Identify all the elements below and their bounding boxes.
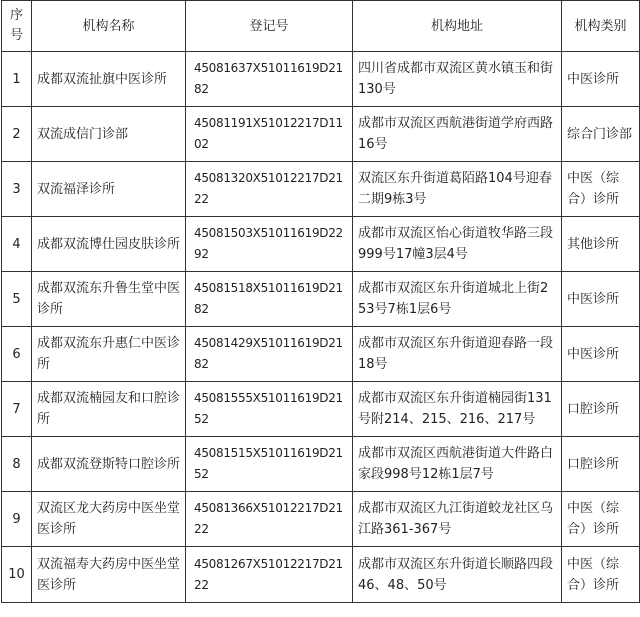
table-row bbox=[2, 327, 640, 382]
cell-seq: 10 bbox=[2, 547, 32, 603]
table-row bbox=[2, 162, 640, 217]
header-reg: 登记号 bbox=[186, 1, 353, 52]
cell-addr: 成都市双流区西航港街道学府西路16号 bbox=[353, 107, 562, 162]
cell-seq: 1 bbox=[2, 52, 32, 107]
table-row bbox=[2, 382, 640, 437]
clinic-registry-table bbox=[1, 0, 640, 603]
cell-addr: 四川省成都市双流区黄水镇玉和街130号 bbox=[353, 52, 562, 107]
cell-seq: 6 bbox=[2, 327, 32, 382]
cell-type: 口腔诊所 bbox=[562, 382, 640, 437]
cell-addr: 成都市双流区怡心街道牧华路三段999号17幢3层4号 bbox=[353, 217, 562, 272]
cell-type: 中医（综合）诊所 bbox=[562, 492, 640, 547]
cell-addr: 成都市双流区东升街道长顺路四段46、48、50号 bbox=[353, 547, 562, 603]
table-row bbox=[2, 492, 640, 547]
cell-type: 中医诊所 bbox=[562, 52, 640, 107]
cell-seq: 9 bbox=[2, 492, 32, 547]
cell-reg: 45081320X51012217D2122 bbox=[186, 162, 353, 217]
cell-reg: 45081503X51011619D2292 bbox=[186, 217, 353, 272]
cell-type: 中医诊所 bbox=[562, 272, 640, 327]
cell-name: 成都双流东升惠仁中医诊所 bbox=[32, 327, 186, 382]
header-type: 机构类别 bbox=[562, 1, 640, 52]
cell-name: 双流福寿大药房中医坐堂医诊所 bbox=[32, 547, 186, 603]
cell-seq: 2 bbox=[2, 107, 32, 162]
table-row bbox=[2, 217, 640, 272]
table-row bbox=[2, 272, 640, 327]
header-addr: 机构地址 bbox=[353, 1, 562, 52]
cell-name: 双流成信门诊部 bbox=[32, 107, 186, 162]
cell-reg: 45081515X51011619D2152 bbox=[186, 437, 353, 492]
cell-reg: 45081191X51012217D1102 bbox=[186, 107, 353, 162]
cell-seq: 8 bbox=[2, 437, 32, 492]
cell-name: 成都双流博仕园皮肤诊所 bbox=[32, 217, 186, 272]
cell-type: 综合门诊部 bbox=[562, 107, 640, 162]
cell-reg: 45081518X51011619D2182 bbox=[186, 272, 353, 327]
cell-type: 中医（综合）诊所 bbox=[562, 162, 640, 217]
cell-seq: 4 bbox=[2, 217, 32, 272]
cell-addr: 双流区东升街道葛陌路104号迎春二期9栋3号 bbox=[353, 162, 562, 217]
cell-name: 双流福泽诊所 bbox=[32, 162, 186, 217]
cell-addr: 成都市双流区东升街道迎春路一段18号 bbox=[353, 327, 562, 382]
table-row bbox=[2, 547, 640, 603]
cell-type: 其他诊所 bbox=[562, 217, 640, 272]
cell-name: 成都双流东升鲁生堂中医诊所 bbox=[32, 272, 186, 327]
table-row bbox=[2, 107, 640, 162]
table-header-row bbox=[2, 1, 640, 52]
cell-reg: 45081429X51011619D2182 bbox=[186, 327, 353, 382]
cell-type: 中医（综合）诊所 bbox=[562, 547, 640, 603]
cell-reg: 45081267X51012217D2122 bbox=[186, 547, 353, 603]
cell-type: 口腔诊所 bbox=[562, 437, 640, 492]
cell-name: 成都双流楠园友和口腔诊所 bbox=[32, 382, 186, 437]
header-seq: 序号 bbox=[2, 1, 32, 52]
cell-addr: 成都市双流区东升街道城北上街253号7栋1层6号 bbox=[353, 272, 562, 327]
cell-seq: 5 bbox=[2, 272, 32, 327]
cell-name: 成都双流扯旗中医诊所 bbox=[32, 52, 186, 107]
cell-reg: 45081366X51012217D2122 bbox=[186, 492, 353, 547]
cell-addr: 成都市双流区东升街道楠园街131号附214、215、216、217号 bbox=[353, 382, 562, 437]
cell-type: 中医诊所 bbox=[562, 327, 640, 382]
cell-addr: 成都市双流区西航港街道大件路白家段998号12栋1层7号 bbox=[353, 437, 562, 492]
table-row bbox=[2, 437, 640, 492]
table-row bbox=[2, 52, 640, 107]
cell-seq: 3 bbox=[2, 162, 32, 217]
cell-name: 成都双流登斯特口腔诊所 bbox=[32, 437, 186, 492]
header-name: 机构名称 bbox=[32, 1, 186, 52]
cell-seq: 7 bbox=[2, 382, 32, 437]
cell-addr: 成都市双流区九江街道蛟龙社区乌江路361-367号 bbox=[353, 492, 562, 547]
cell-name: 双流区龙大药房中医坐堂医诊所 bbox=[32, 492, 186, 547]
cell-reg: 45081637X51011619D2182 bbox=[186, 52, 353, 107]
cell-reg: 45081555X51011619D2152 bbox=[186, 382, 353, 437]
